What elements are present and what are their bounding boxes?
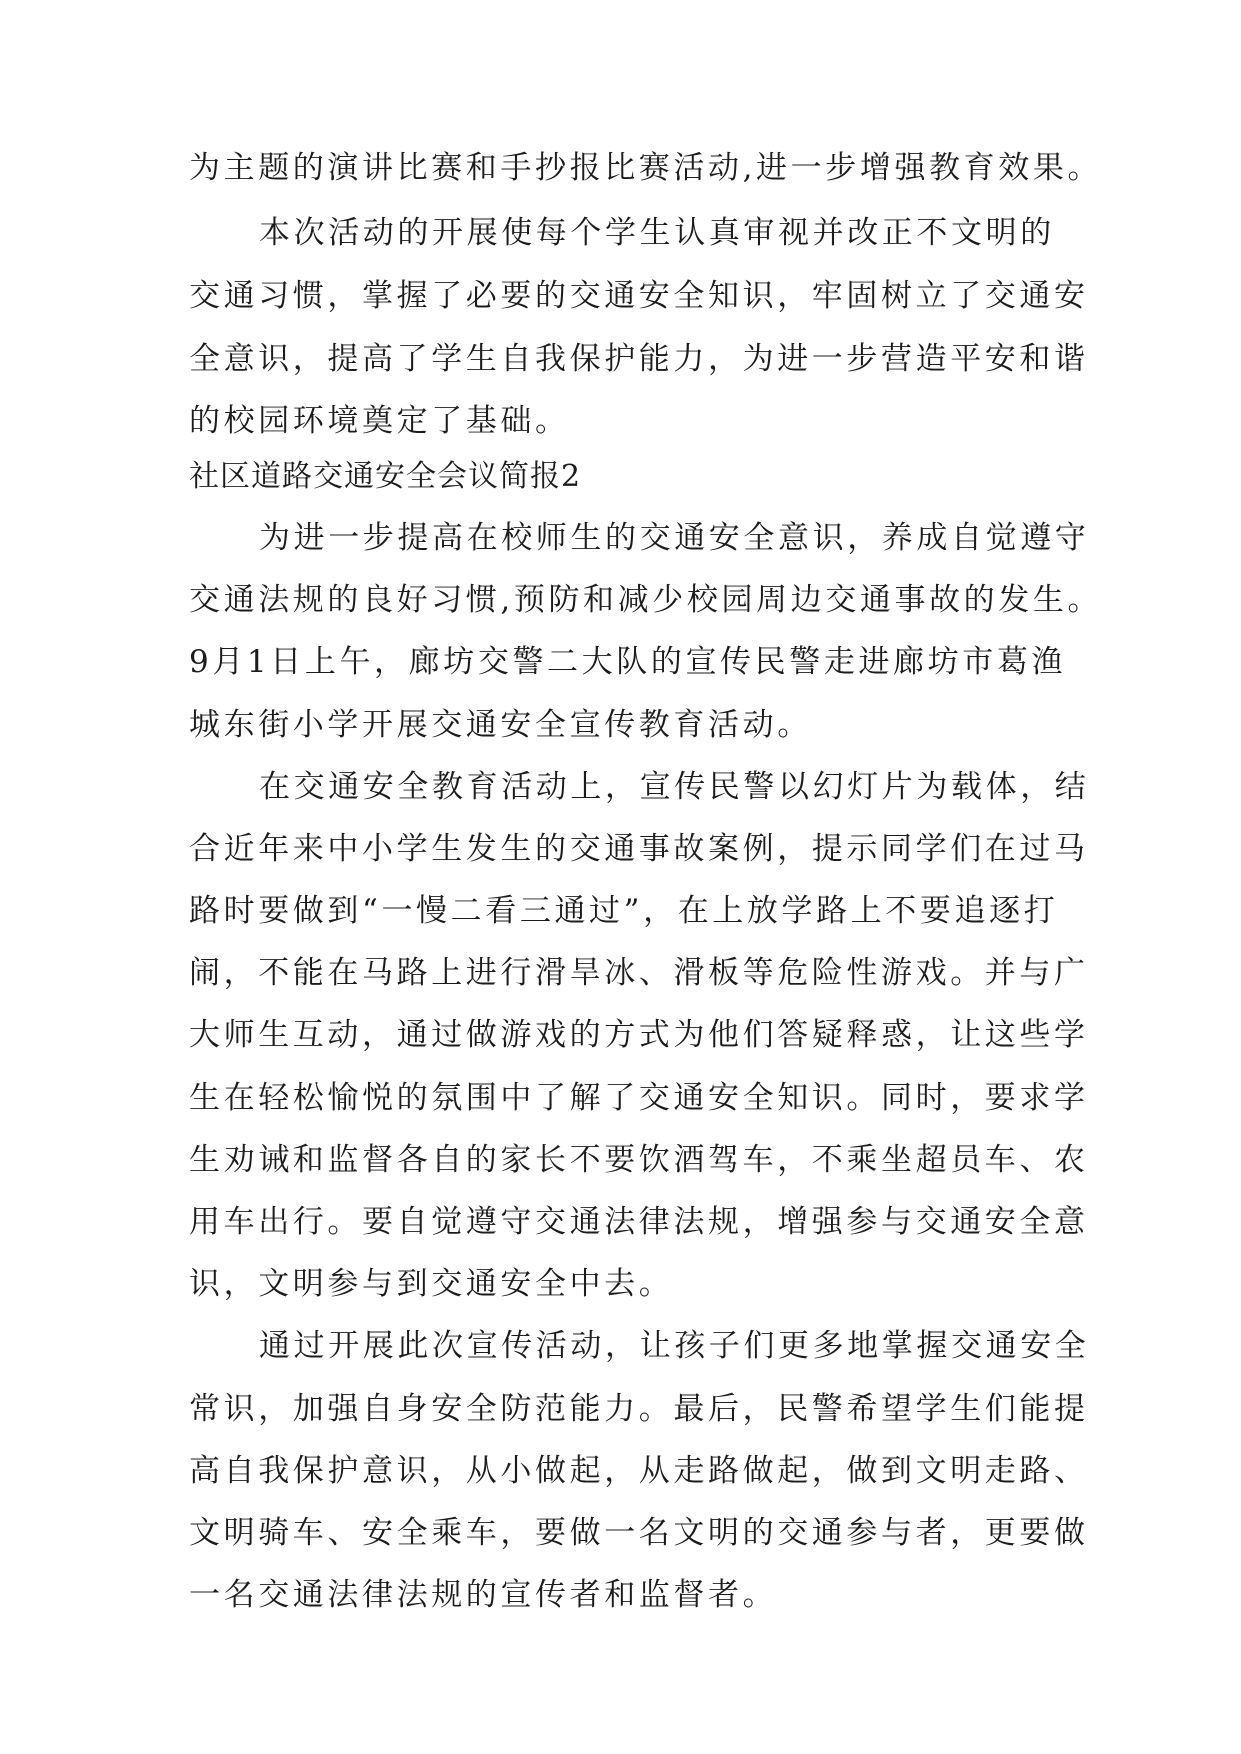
- text-line: 闹，不能在马路上进行滑旱冰、滑板等危险性游戏。并与广: [189, 955, 1089, 991]
- text-line: 合近年来中小学生发生的交通事故案例，提示同学们在过马: [189, 831, 1089, 867]
- paragraph-start-line: 在交通安全教育活动上，宣传民警以幻灯片为载体，结: [259, 769, 1090, 805]
- paragraph-start-line: 通过开展此次宣传活动，让孩子们更多地掌握交通安全: [259, 1328, 1090, 1364]
- text-line: 大师生互动，通过做游戏的方式为他们答疑释惑，让这些学: [189, 1017, 1089, 1053]
- text-line: 识，文明参与到交通安全中去。: [189, 1266, 674, 1302]
- text-line: 路时要做到“一慢二看三通过”，在上放学路上不要追逐打: [189, 893, 1059, 929]
- section-heading: 社区道路交通安全会议简报2: [189, 459, 582, 494]
- text-line: 常识，加强自身安全防范能力。最后，民警希望学生们能提: [189, 1391, 1089, 1427]
- text-line: 的校园环境奠定了基础。: [189, 403, 570, 439]
- text-line: 一名交通法律法规的宣传者和监督者。: [189, 1577, 778, 1613]
- text-line: 文明骑车、安全乘车，要做一名文明的交通参与者，更要做: [189, 1515, 1089, 1551]
- text-line: 9月1日上午，廊坊交警二大队的宣传民警走进廊坊市葛渔: [189, 644, 1067, 680]
- paragraph-start-line: 本次活动的开展使每个学生认真审视并改正不文明的: [259, 215, 1055, 251]
- paragraph-start-line: 为进一步提高在校师生的交通安全意识，养成自觉遵守: [259, 520, 1090, 556]
- text-line: 交通法规的良好习惯,预防和减少校园周边交通事故的发生。: [189, 582, 1103, 618]
- text-line: 为主题的演讲比赛和手抄报比赛活动,进一步增强教育效果。: [189, 150, 1103, 186]
- text-line: 全意识，提高了学生自我保护能力，为进一步营造平安和谐: [189, 341, 1089, 377]
- text-line: 生劝诫和监督各自的家长不要饮酒驾车，不乘坐超员车、农: [189, 1142, 1089, 1178]
- text-line: 高自我保护意识，从小做起，从走路做起，做到文明走路、: [189, 1453, 1089, 1489]
- text-line: 生在轻松愉悦的氛围中了解了交通安全知识。同时，要求学: [189, 1080, 1089, 1116]
- text-line: 交通习惯，掌握了必要的交通安全知识，牢固树立了交通安: [189, 278, 1089, 314]
- text-line: 用车出行。要自觉遵守交通法律法规，增强参与交通安全意: [189, 1204, 1089, 1240]
- text-line: 城东街小学开展交通安全宣传教育活动。: [189, 707, 812, 743]
